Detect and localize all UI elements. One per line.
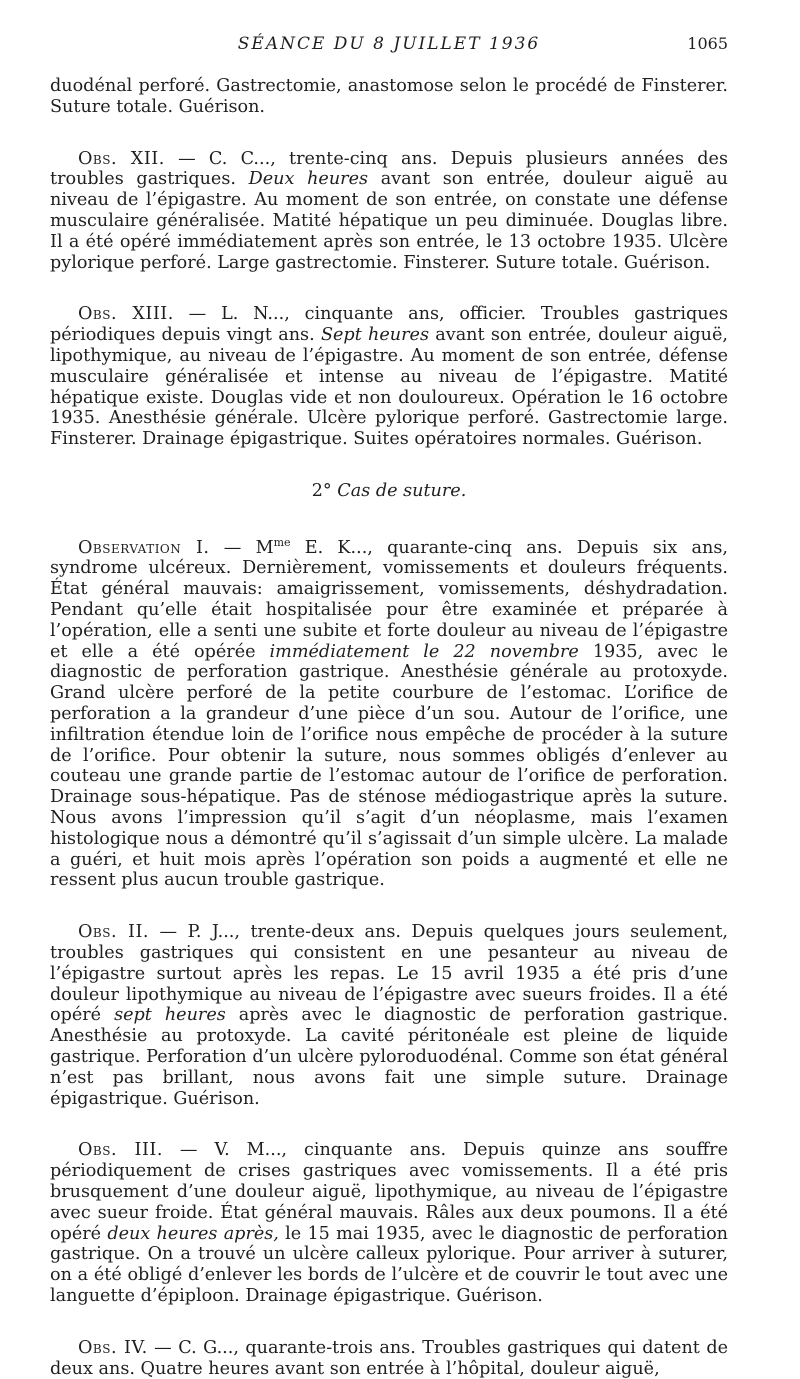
- observation-i: [50, 533, 728, 891]
- observation-xii: [50, 149, 728, 274]
- emphasis-text: deux heures après,: [107, 1223, 279, 1244]
- section-heading: [50, 481, 728, 502]
- observation-text: L. N..., cinquante ans, officier. Troubles gastriques périodiques depuis vingt ans.: [50, 304, 728, 346]
- observation-label: Obs. XIII.: [78, 304, 174, 325]
- emphasis-text: Deux heures: [248, 169, 369, 190]
- emphasis-text: immédiatement le 22 novembre: [269, 641, 579, 662]
- observation-text: V. M..., cinquante ans. Depuis quinze ans souffre périodiquement de crises gastriques avec vomissements. Il a été pris brusquement d’une douleur aiguë, lipothymique, au niveau de l’épigastre avec sueur froide. État général mauvais. Râles aux deux poumons. Il a été opéré: [50, 1140, 728, 1244]
- dash-separator: —: [209, 537, 256, 558]
- running-title: SÉANCE DU 8 JUILLET 1936: [237, 34, 541, 54]
- observation-xiii: [50, 304, 728, 450]
- observation-text: avant son entrée, douleur aiguë au niveau de l’épigastre. Au moment de son entrée, on constate une défense musculaire généralisée. Matité hépatique un peu diminuée. Douglas libre. Il a été opéré immédiatement après son entrée, le 13 octobre 1935. Ulcère pylorique perforé. Large gastrectomie. Finsterer. Suture totale. Guérison.: [50, 169, 728, 273]
- observation-text: avant son entrée, douleur aiguë, lipothymique, au niveau de l’épigastre. Au moment de son entrée, défense musculaire généralisée et intense au niveau de l’épigastre. Matité hépatique existe. Douglas vide et non douloureux. Opération le 16 octobre 1935. Anesthésie générale. Ulcère pylorique perforé. Gastrectomie large. Finsterer. Drainage épigastrique. Suites opératoires normales. Guérison.: [50, 325, 728, 450]
- honorific: M: [255, 537, 274, 558]
- dash-separator: —: [162, 1140, 215, 1161]
- article-body: [50, 76, 728, 1379]
- continuation-text: duodénal perforé. Gastrectomie, anastomose selon le procédé de Finsterer. Suture totale. Guérison.: [50, 76, 728, 117]
- dash-separator: —: [149, 922, 188, 943]
- observation-label: Observation I.: [78, 537, 210, 558]
- observation-iii: [50, 1140, 728, 1306]
- emphasis-text: Sept heures: [320, 325, 429, 346]
- observation-text: P. J..., trente-deux ans. Depuis quelques jours seulement, troubles gastriques qui consistent en une pesanteur au niveau de l’épigastre surtout après les repas. Le 15 avril 1935 a été pris d’une douleur lipothymique au niveau de l’épigastre avec sueurs froides. Il a été opéré: [50, 922, 728, 1026]
- observation-text: le 15 mai 1935, avec le diagnostic de perforation gastrique. On a trouvé un ulcère calleux pylorique. Pour arriver à suturer, on a été obligé d’enlever les bords de l’ulcère et de couvrir le tout avec une languette d’épiploon. Drainage épigastrique. Guérison.: [50, 1223, 729, 1306]
- dash-separator: —: [147, 1337, 179, 1358]
- emphasis-text: sept heures: [114, 1005, 226, 1026]
- observation-ii: [50, 922, 728, 1109]
- page-header: [50, 30, 728, 56]
- observation-text: C. G..., quarante-trois ans. Troubles gastriques qui datent de deux ans. Quatre heures avant son entrée à l’hôpital, douleur aiguë,: [50, 1337, 728, 1379]
- dash-separator: —: [164, 148, 209, 169]
- observation-text: après avec le diagnostic de perforation gastrique. Anesthésie au protoxyde. La cavité péritonéale est pleine de liquide gastrique. Perforation d’un ulcère pyloroduodénal. Comme son état général n’est pas brillant, nous avons fait une simple suture. Drainage épigastrique. Guérison.: [50, 1005, 728, 1109]
- observation-label: Obs. II.: [78, 922, 150, 943]
- observation-text: C. C..., trente-cinq ans. Depuis plusieurs années des troubles gastriques.: [50, 148, 728, 190]
- page-number: 1065: [687, 34, 728, 53]
- section-number: 2°: [311, 480, 332, 501]
- observation-label: Obs. IV.: [78, 1337, 148, 1358]
- observation-iv: [50, 1338, 728, 1379]
- section-title: Cas de suture.: [337, 480, 467, 501]
- dash-separator: —: [173, 304, 222, 325]
- observation-label: Obs. XII.: [78, 148, 165, 169]
- honorific-superscript: me: [273, 535, 291, 549]
- observation-label: Obs. III.: [78, 1140, 163, 1161]
- continuation-paragraph: [50, 76, 728, 118]
- observation-text: 1935, avec le diagnostic de perforation gastrique. Anesthésie générale au protoxyde. Grand ulcère perforé de la petite courbure de l’estomac. L’orifice de perforation a la grandeur d’une pièce d’un sou. Autour de l’orifice, une infiltration étendue loin de l’orifice nous empêche de procéder à la suture de l’orifice. Pour obtenir la suture, nous sommes obligés d’enlever au couteau une grande partie de l’estomac autour de l’orifice de perforation. Drainage sous-hépatique. Pas de sténose médiogastrique après la suture. Nous avons l’impression qu’il s’agit d’un néoplasme, mais l’examen histologique nous a démontré qu’il s’agissait d’un simple ulcère. La malade a guéri, et huit mois après l’opération son poids a augmenté et elle ne ressent plus aucun trouble gastrique.: [50, 641, 728, 891]
- observation-text: E. K..., quarante-cinq ans. Depuis six ans, syndrome ulcéreux. Dernièrement, vomissements et douleurs fréquents. État général mauvais: amaigrissement, vomissements, déshydradation. Pendant qu’elle était hospitalisée pour être examinée et préparée à l’opération, elle a senti une subite et forte douleur au niveau de l’épigastre et elle a été opérée: [50, 537, 729, 662]
